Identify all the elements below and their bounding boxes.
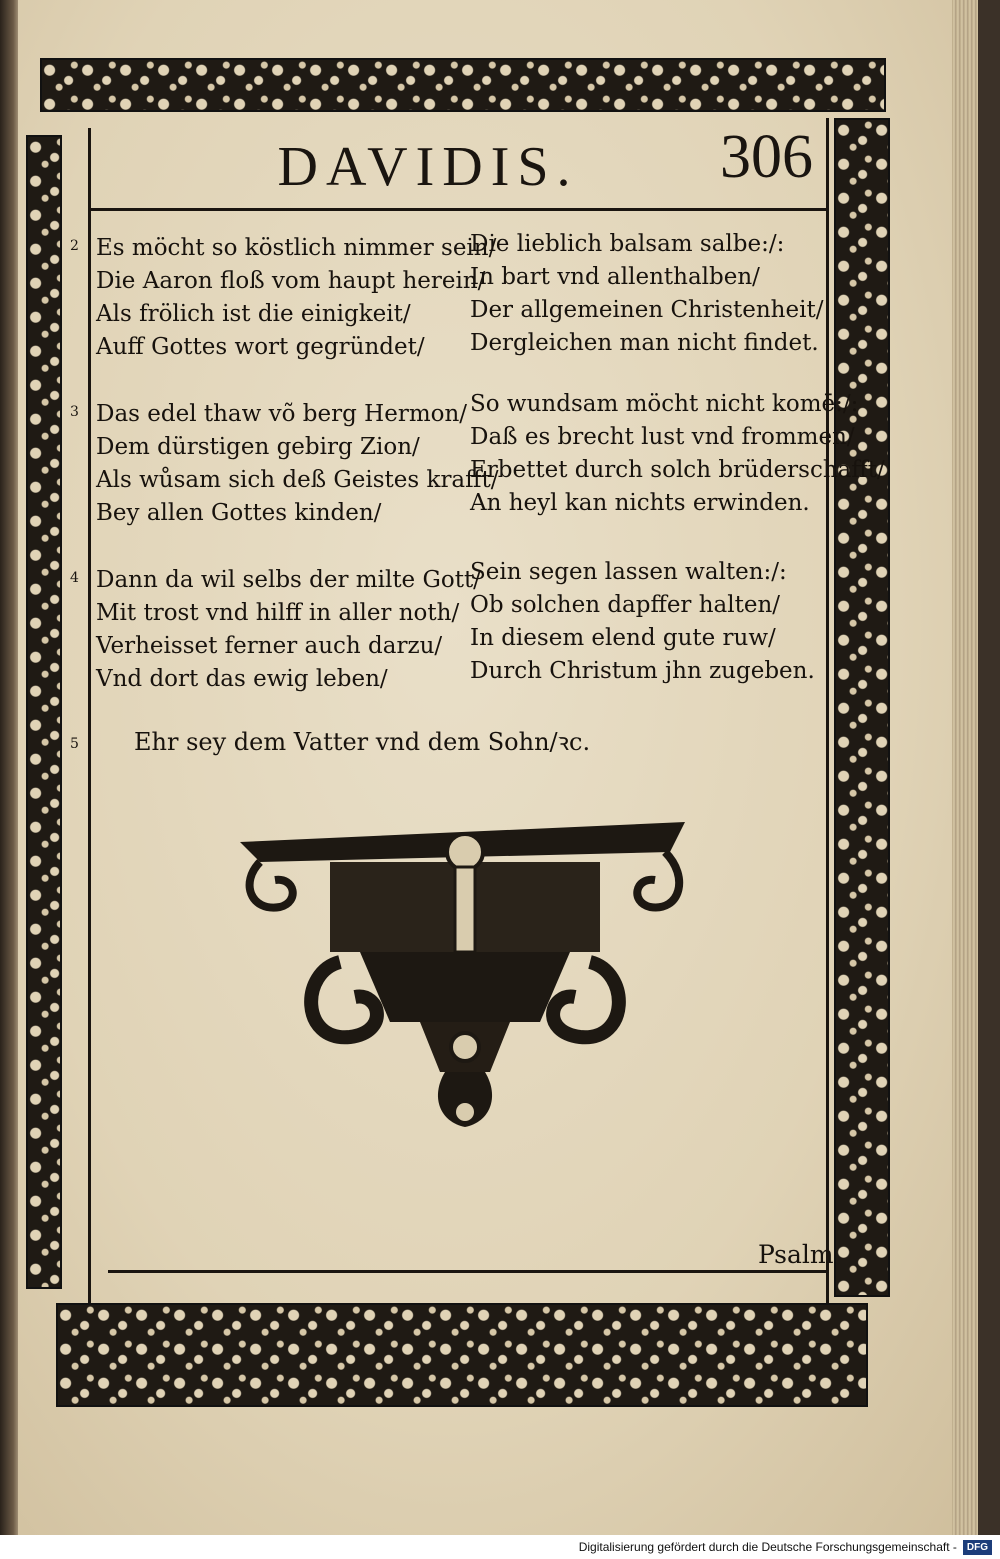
woodcut-border-bottom [56, 1303, 868, 1407]
verse-line: In diesem elend gute ruw/ [470, 625, 776, 651]
stanza-right-column [470, 556, 815, 688]
verse-line: In bart vnd allenthalben/ [470, 264, 760, 290]
folio-number: 306 [720, 123, 813, 191]
verse-line: Dann da wil selbs der milte Gott/ [96, 567, 481, 593]
verse-line: Auff Gottes wort gegründet/ [96, 334, 425, 360]
verse-line: Das edel thaw võ berg Hermon/ [96, 401, 468, 427]
woodcut-border-right [834, 118, 890, 1297]
verse-line: Dem dürstigen gebirg Zion/ [96, 434, 420, 460]
catchword: Psalm [758, 1240, 834, 1269]
page-fore-edge [952, 0, 978, 1540]
verse-line: Als frölich ist die einigkeit/ [96, 301, 411, 327]
woodcut-border-top [40, 58, 886, 112]
stanza-right-column [470, 228, 823, 360]
frame-line-footer [108, 1270, 828, 1273]
verse-line: Es möcht so köstlich nimmer sein/ [96, 235, 497, 261]
stanza-number: 4 [70, 570, 79, 586]
verse-line: Der allgemeinen Christenheit/ [470, 297, 824, 323]
verse-line: Durch Christum jhn zugeben. [470, 658, 815, 684]
dfg-logo: DFG [963, 1540, 992, 1555]
stanza-left-column [96, 398, 498, 530]
verse-line: Sein segen lassen walten:/: [470, 559, 787, 585]
digitization-credit-bar [0, 1535, 1000, 1559]
verse-line: Mit trost vnd hilff in aller noth/ [96, 600, 460, 626]
stanza-left-column [96, 564, 481, 696]
stanza-right-column [470, 388, 885, 520]
frame-line-left [88, 128, 91, 1303]
doxology-line: Ehr sey dem Vatter vnd dem Sohn/ꝛc. [134, 728, 591, 756]
frame-line-right [826, 118, 829, 1303]
verse-line: Vnd dort das ewig leben/ [96, 666, 388, 692]
verse-line: Bey allen Gottes kinden/ [96, 500, 382, 526]
verse-line: So wundsam möcht nicht komē:/: [470, 391, 859, 417]
stanza-number: 3 [70, 404, 79, 420]
verse-line: Die Aaron floß vom haupt herein/ [96, 268, 486, 294]
stanza-left-column [96, 232, 496, 364]
verse-line: Verheisset ferner auch darzu/ [96, 633, 443, 659]
stanza-number: 2 [70, 238, 79, 254]
verse-line: Die lieblich balsam salbe:/: [470, 231, 785, 257]
verse-line: An heyl kan nichts erwinden. [470, 490, 810, 516]
verse-line: Daß es brecht lust vnd frommen/ [470, 424, 855, 450]
verse-line: Erbettet durch solch brüderschafft/ [470, 457, 885, 483]
verse-line: Ob solchen dapffer halten/ [470, 592, 781, 618]
woodcut-border-left [26, 135, 62, 1289]
verse-line: Als wůsam sich deß Geistes krafft/ [96, 467, 499, 493]
frame-line-under-title [88, 208, 828, 211]
woodcut-tailpiece-ornament [240, 822, 690, 1142]
digitization-credit-text: Digitalisierung gefördert durch die Deutsche Forschungsgemeinschaft - [578, 1540, 957, 1554]
verse-line: Dergleichen man nicht findet. [470, 330, 819, 356]
stanza-number: 5 [70, 736, 79, 752]
running-title: DAVIDIS. [277, 136, 579, 198]
